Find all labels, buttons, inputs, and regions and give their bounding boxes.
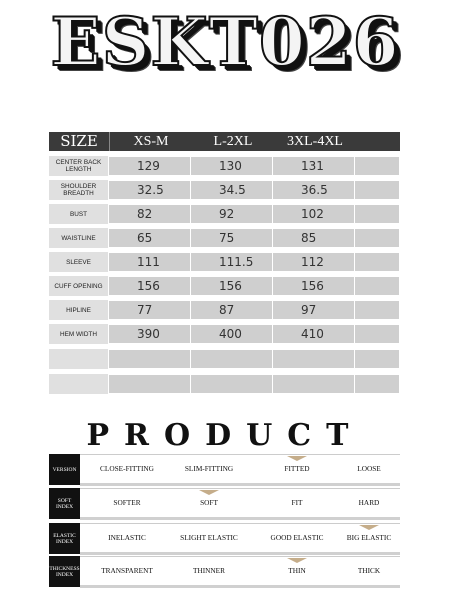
measurement-value: 111 (109, 253, 191, 271)
size-table-row (49, 180, 400, 200)
measurement-label: SLEEVE (49, 252, 109, 272)
measurement-value: 34.5 (191, 181, 273, 199)
size-table-row (49, 228, 400, 248)
size-table-row (49, 156, 400, 176)
size-table-row (49, 300, 400, 320)
measurement-cells (109, 300, 400, 320)
measurement-value (355, 277, 400, 295)
selected-marker-icon (359, 525, 379, 530)
product-attribute-row (49, 454, 400, 488)
measurement-label: SHOULDER BREADTH (49, 180, 109, 200)
measurement-value: 112 (273, 253, 355, 271)
attribute-option: THINNER (192, 566, 226, 575)
measurement-label: WAISTLINE (49, 228, 109, 248)
product-title: PRODUCT (86, 418, 364, 453)
measurement-label: CENTER BACK LENGTH (49, 156, 109, 176)
selected-marker-icon (199, 490, 219, 495)
size-column-header: 3XL-4XL (287, 134, 343, 149)
measurement-value: 129 (109, 157, 191, 175)
measurement-value: 92 (191, 205, 273, 223)
measurement-cells (109, 374, 400, 394)
measurement-value: 111.5 (191, 253, 273, 271)
measurement-value: 97 (273, 301, 355, 319)
attribute-label: SOFT INDEX (49, 488, 80, 519)
size-table-row (49, 349, 400, 369)
attribute-option: THICK (357, 566, 381, 575)
size-table-row (49, 324, 400, 344)
measurement-value (355, 157, 400, 175)
size-column-header: L-2XL (213, 134, 253, 149)
measurement-value: 65 (109, 229, 191, 247)
measurement-value (355, 301, 400, 319)
measurement-value (355, 325, 400, 343)
row-scale-bar (80, 585, 400, 588)
attribute-option: INELASTIC (108, 533, 146, 542)
measurement-value: 85 (273, 229, 355, 247)
attribute-option: SOFT (200, 498, 218, 507)
selected-marker-icon (287, 558, 307, 563)
measurement-cells (109, 204, 400, 224)
attribute-option: GOOD ELASTIC (270, 533, 324, 542)
row-divider (80, 488, 400, 489)
row-scale-bar (80, 483, 400, 486)
measurement-value: 77 (109, 301, 191, 319)
attribute-option: FITTED (284, 464, 310, 473)
measurement-label: HEM WIDTH (49, 324, 109, 344)
size-header-label: SIZE (49, 132, 110, 151)
measurement-cells (109, 276, 400, 296)
attribute-option: BIG ELASTIC (346, 533, 392, 542)
measurement-value: 130 (191, 157, 273, 175)
measurement-label: BUST (49, 204, 109, 224)
measurement-value: 410 (273, 325, 355, 343)
measurement-cells (109, 252, 400, 272)
row-divider (80, 523, 400, 524)
attribute-option: TRANSPARENT (101, 566, 153, 575)
measurement-value: 390 (109, 325, 191, 343)
measurement-value: 36.5 (273, 181, 355, 199)
row-scale-bar (80, 552, 400, 555)
attribute-option: SLIGHT ELASTIC (180, 533, 238, 542)
measurement-value (355, 229, 400, 247)
size-table (49, 132, 400, 341)
measurement-value: 131 (273, 157, 355, 175)
size-table-row (49, 204, 400, 224)
attribute-option: CLOSE-FITTING (100, 464, 154, 473)
size-table-header (49, 132, 400, 151)
measurement-value (273, 375, 355, 393)
measurement-value: 156 (109, 277, 191, 295)
measurement-value (109, 375, 191, 393)
attribute-option: FIT (291, 498, 303, 507)
measurement-value (109, 350, 191, 368)
measurement-value (191, 375, 273, 393)
measurement-value (355, 253, 400, 271)
attribute-label: THICKNESS INDEX (49, 556, 80, 587)
attribute-option: SOFTER (113, 498, 141, 507)
measurement-value (355, 375, 400, 393)
attribute-option: HARD (358, 498, 380, 507)
product-attribute-row (49, 523, 400, 557)
size-table-row (49, 252, 400, 272)
attribute-option: LOOSE (357, 464, 381, 473)
size-column-header: XS-M (133, 134, 169, 149)
row-divider (80, 454, 400, 455)
attribute-option: THIN (288, 566, 306, 575)
measurement-value (273, 350, 355, 368)
measurement-cells (109, 156, 400, 176)
measurement-value (355, 181, 400, 199)
measurement-label: CUFF OPENING (49, 276, 109, 296)
measurement-value (355, 350, 400, 368)
measurement-value: 156 (191, 277, 273, 295)
measurement-value: 102 (273, 205, 355, 223)
measurement-cells (109, 228, 400, 248)
measurement-value: 32.5 (109, 181, 191, 199)
measurement-label (49, 374, 109, 394)
row-divider (80, 556, 400, 557)
measurement-cells (109, 349, 400, 369)
measurement-value (191, 350, 273, 368)
measurement-value: 82 (109, 205, 191, 223)
measurement-value: 156 (273, 277, 355, 295)
page-title: ESKT026 (50, 3, 400, 81)
measurement-label: HIPLINE (49, 300, 109, 320)
row-scale-bar (80, 517, 400, 520)
measurement-value: 87 (191, 301, 273, 319)
size-table-row (49, 276, 400, 296)
measurement-value: 75 (191, 229, 273, 247)
attribute-label: ELASTIC INDEX (49, 523, 80, 554)
measurement-value (355, 205, 400, 223)
size-table-row (49, 374, 400, 394)
attribute-label: VERSION (49, 454, 80, 485)
measurement-cells (109, 324, 400, 344)
size-header-padding (356, 132, 400, 151)
attribute-option: SLIM-FITTING (184, 464, 234, 473)
measurement-label (49, 349, 109, 369)
selected-marker-icon (287, 456, 307, 461)
product-attribute-row (49, 556, 400, 590)
product-attribute-row (49, 488, 400, 522)
measurement-value: 400 (191, 325, 273, 343)
measurement-cells (109, 180, 400, 200)
